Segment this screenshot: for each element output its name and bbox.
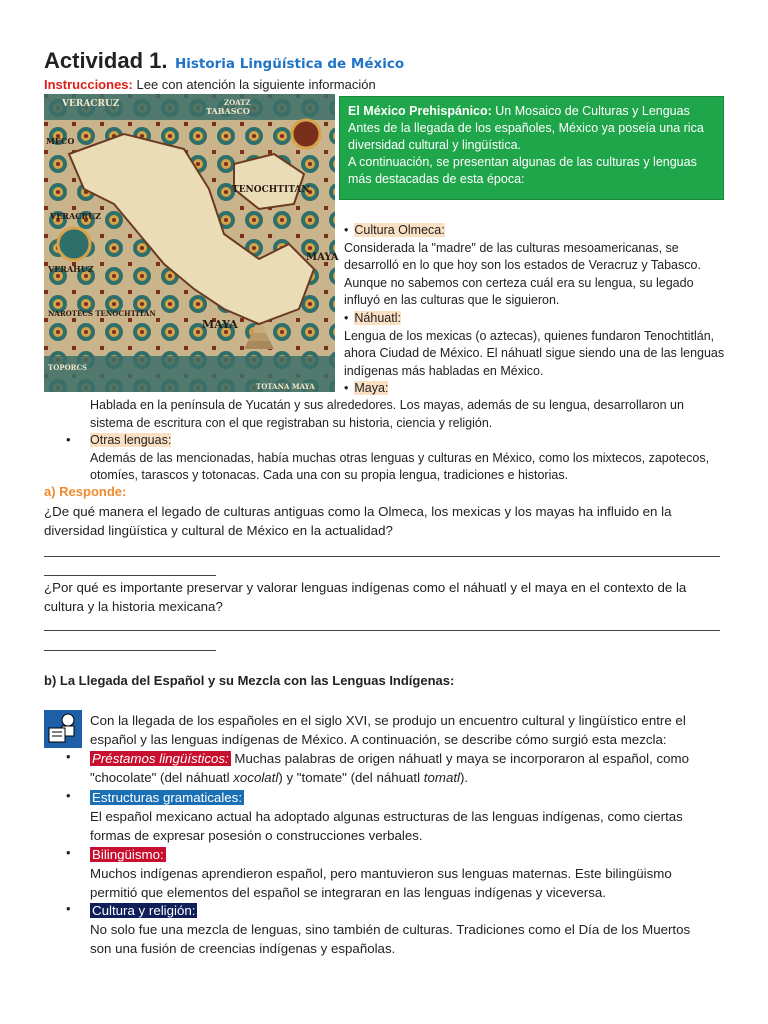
prestamos-text: ) y "tomate" (del náhuatl [278, 770, 424, 785]
section-a-label: a) Responde: [44, 484, 127, 499]
section-b-title: b) La Llegada del Español y su Mezcla con las Lenguas Indígenas: [44, 673, 455, 688]
nahuatl-text: indígenas más habladas en México. [344, 363, 544, 378]
cultura-text: son una fusión de creencias indígenas y españolas. [90, 941, 396, 956]
nahuatl-text: Lengua de los mexicas (o aztecas), quienes fundaron Tenochtitlán, [344, 328, 715, 343]
bilinguismo-item [90, 845, 730, 902]
map-label: ZOATZ [224, 98, 251, 107]
map-label: NAROTECS TENOCHTITAN [48, 309, 156, 318]
prestamos-item [90, 749, 730, 787]
prehispanic-info-box [339, 96, 724, 200]
map-label: TOPORCS [48, 363, 88, 372]
answer-line[interactable] [44, 575, 216, 576]
question-2 [44, 578, 724, 616]
map-label: MECO [46, 136, 75, 146]
bullet-dot: • [66, 749, 71, 764]
instructions [44, 77, 376, 92]
maya-text: sistema de escritura con el que registraban su historia, ciencia y religión. [90, 415, 493, 430]
box-line: diversidad cultural y lingüística. [348, 138, 521, 152]
box-line: A continuación, se presentan algunas de las culturas y lenguas [348, 155, 697, 169]
activity-title: Actividad 1. [44, 48, 168, 73]
bullet-dot: • [66, 845, 71, 860]
olmeca-text: influyó en las culturas que le siguieron. [344, 293, 560, 308]
question-2-line: cultura y la historia mexicana? [44, 599, 223, 614]
prestamos-text: ). [460, 770, 469, 785]
answer-line[interactable] [44, 650, 216, 651]
otras-text: otomíes, tarascos y totonacas. Cada una con su propia lengua, tradiciones e historias. [90, 468, 569, 483]
prestamos-text: Muchas palabras de origen náhuatl y maya se incorporaron al español, como [230, 751, 689, 766]
section-b-intro [90, 711, 730, 749]
question-1-line: ¿De qué manera el legado de culturas antiguas como la Olmeca, los mexicas y los mayas ha influido en la [44, 504, 672, 519]
question-2-line: ¿Por qué es importante preservar y valorar lenguas indígenas como el náhuatl y el maya en el contexto de la [44, 580, 687, 595]
maya-label: Maya: [354, 381, 389, 396]
map-label: TOTANA MAYA [256, 382, 315, 391]
map-label: MAYA [306, 252, 339, 263]
map-label: VERACRUZ [62, 99, 120, 109]
prestamos-word: xocolatl [233, 770, 279, 785]
box-line: Antes de la llegada de los españoles, México ya poseía una rica [348, 121, 704, 135]
box-heading: El México Prehispánico: [348, 104, 492, 118]
bullet-dot: • [66, 432, 71, 447]
olmeca-text: desarrolló en lo que hoy son los estados de Veracruz y Tabasco. [344, 258, 701, 273]
otras-label: Otras lenguas: [90, 433, 172, 447]
cultura-item [90, 901, 730, 958]
bullet-dot: • [66, 901, 71, 916]
maya-description [90, 397, 740, 432]
prestamos-label: Préstamos lingüísticos: [92, 751, 229, 766]
olmeca-label: Cultura Olmeca: [354, 223, 445, 237]
map-label: TENOCHTITAN [232, 185, 310, 195]
question-1 [44, 502, 724, 540]
instructions-label: Instrucciones: [44, 77, 133, 92]
estructuras-item [90, 788, 730, 845]
bullet-dot: • [66, 788, 71, 803]
prestamos-word: tomatl [423, 770, 460, 785]
otras-text: Además de las mencionadas, había muchas otras lenguas y culturas en México, como los mixtecos, zapotecos, [90, 450, 710, 465]
nahuatl-text: ahora Ciudad de México. El náhuatl sigue siendo una de las lenguas [344, 346, 725, 361]
page-title [44, 48, 404, 74]
olmeca-text: Considerada la "madre" de las culturas mesoamericanas, se [344, 240, 679, 255]
maya-text: Hablada en la península de Yucatán y sus alrededores. Los mayas, además de su lengua, desarrollaron un [90, 398, 684, 412]
cultura-label: Cultura y religión: [92, 903, 196, 918]
intro-line: Con la llegada de los españoles en el siglo XVI, se produjo un encuentro cultural y lingüístico entre el [90, 713, 686, 728]
cultura-text: No solo fue una mezcla de lenguas, sino también de culturas. Tradiciones como el Día de los Muertos [90, 922, 691, 937]
box-heading-rest: Un Mosaico de Culturas y Lenguas [495, 104, 690, 118]
activity-subtitle: Historia Lingüística de México [174, 56, 405, 72]
bilinguismo-text: permitió que elementos del español se integraran en las lenguas indígenas y viceversa. [90, 885, 606, 900]
map-label: TABASCO [206, 106, 250, 116]
map-label: VERAHUZ [48, 264, 94, 274]
estructuras-text: formas de expresar posesión o construcciones verbales. [90, 828, 423, 843]
olmeca-text: Aunque no sabemos con certeza cuál era su lengua, su legado [344, 275, 694, 290]
prestamos-text: "chocolate" (del náhuatl [90, 770, 234, 785]
bilinguismo-text: Muchos indígenas aprendieron español, pero mantuvieron sus lenguas maternas. Este bilingüismo [90, 866, 672, 881]
bilinguismo-label: Bilingüismo: [92, 847, 164, 862]
answer-line[interactable] [44, 630, 720, 631]
map-label: MAYA [202, 318, 238, 331]
nahuatl-label: Náhuatl: [354, 310, 401, 325]
estructuras-label: Estructuras gramaticales: [92, 790, 243, 805]
cultures-list [344, 222, 734, 398]
other-languages [90, 432, 740, 485]
map-label: VERACRUZ [50, 211, 101, 221]
answer-line[interactable] [44, 556, 720, 557]
instructions-text: Lee con atención la siguiente información [136, 77, 376, 92]
question-1-line: diversidad lingüística y cultural de México en la actualidad? [44, 523, 393, 538]
box-line: más destacadas de esta época: [348, 172, 525, 186]
mexico-cultures-map-image [44, 94, 339, 392]
reading-student-icon [44, 710, 82, 748]
estructuras-text: El español mexicano actual ha adoptado algunas estructuras de las lenguas indígenas, como ciertas [90, 809, 683, 824]
intro-line: español y las lenguas indígenas de México. A continuación, se describe cómo surgió esta mezcla: [90, 732, 667, 747]
